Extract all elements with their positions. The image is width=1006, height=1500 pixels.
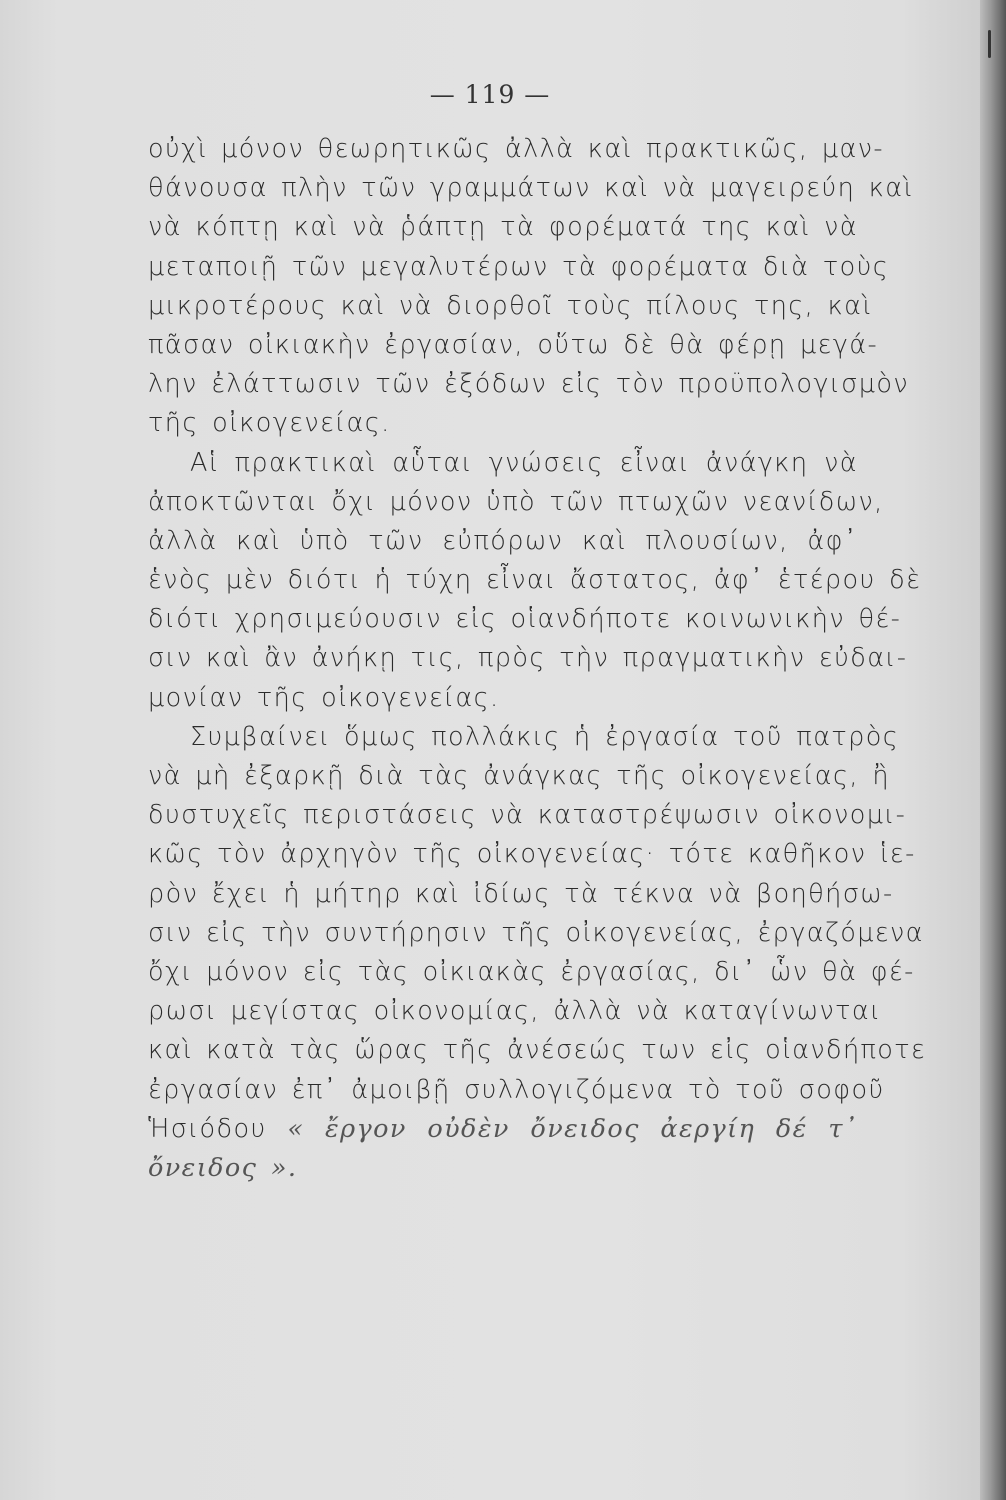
body-text <box>148 130 927 1188</box>
text-line: μονίαν τῆς οἰκογενείας. <box>148 682 500 713</box>
text-line: ἐργασίαν ἐπ᾽ ἀμοιβῇ συλλογιζόμενα τὸ τοῦ σοφοῦ <box>148 1074 885 1105</box>
text-line: πᾶσαν οἰκιακὴν ἐργασίαν, οὕτω δὲ θὰ φέρῃ μεγά- <box>148 329 879 360</box>
text-line: νὰ μὴ ἐξαρκῇ διὰ τὰς ἀνάγκας τῆς οἰκογενείας, ἢ <box>148 761 890 791</box>
text-line-quote <box>148 1110 858 1149</box>
page-number: — 119 — <box>429 80 551 109</box>
text-line: ρωσι μεγίστας οἰκονομίας, ἀλλὰ νὰ καταγίνωνται <box>148 996 882 1027</box>
quote-text: ἔργον οὐδὲν ὄνειδος ἀεργίη δέ τ᾽ <box>325 1113 858 1144</box>
text-line: ἀλλὰ καὶ ὑπὸ τῶν εὐπόρων καὶ πλουσίων, ἀφ᾽ <box>148 525 858 556</box>
text-line: οὐχὶ μόνον θεωρητικῶς ἀλλὰ καὶ πρακτικῶς, μαν- <box>148 134 884 164</box>
text-line: διότι χρησιμεύουσιν εἰς οἱανδήποτε κοινωνικὴν θέ- <box>148 604 902 635</box>
edge-mark <box>988 30 991 58</box>
quote-author: Ἡσιόδου <box>148 1113 267 1144</box>
text-line: ἀποκτῶνται ὄχι μόνον ὑπὸ τῶν πτωχῶν νεανίδων, <box>148 486 884 517</box>
quote-open-mark: « <box>287 1113 305 1144</box>
text-line: σιν εἰς τὴν συντήρησιν τῆς οἰκογενείας, ἐργαζόμενα <box>148 917 924 948</box>
text-line: σιν καὶ ἂν ἀνήκῃ τις, πρὸς τὴν πραγματικὴν εὐδαι- <box>148 643 908 674</box>
text-line: καὶ κατὰ τὰς ὥρας τῆς ἀνέσεώς των εἰς οἱανδήποτε <box>148 1035 927 1066</box>
text-line: δυστυχεῖς περιστάσεις νὰ καταστρέψωσιν οἰκονομι- <box>148 800 907 831</box>
text-line: θάνουσα πλὴν τῶν γραμμάτων καὶ νὰ μαγειρεύη καὶ <box>148 173 914 204</box>
text-line: μικροτέρους καὶ νὰ διορθοῖ τοὺς πίλους της, καὶ <box>148 290 873 321</box>
text-line: τῆς οἰκογενείας. <box>148 408 391 439</box>
text-line-final <box>148 1149 858 1188</box>
text-line: λην ἐλάττωσιν τῶν ἐξόδων εἰς τὸν προϋπολογισμὸν <box>148 369 910 400</box>
page-edge-shadow <box>980 0 1006 1500</box>
text-line: Συμβαίνει ὅμως πολλάκις ἡ ἐργασία τοῦ πατρὸς <box>190 721 900 752</box>
text-line: ρὸν ἔχει ἡ μήτηρ καὶ ἰδίως τὰ τέκνα νὰ βοηθήσω- <box>148 878 894 909</box>
text-line: νὰ κόπτῃ καὶ νὰ ῥάπτῃ τὰ φορέματά της καὶ νὰ <box>148 212 858 243</box>
text-line: μεταποιῇ τῶν μεγαλυτέρων τὰ φορέματα διὰ τοὺς <box>148 251 890 282</box>
text-line: κῶς τὸν ἀρχηγὸν τῆς οἰκογενείας· τότε καθῆκον ἱε- <box>148 839 916 870</box>
quote-close-mark: ». <box>270 1152 298 1183</box>
text-line: ἑνὸς μὲν διότι ἡ τύχη εἶναι ἄστατος, ἀφ᾽ ἑτέρου δὲ <box>148 565 922 596</box>
quote-text-end: ὄνειδος <box>148 1152 258 1183</box>
text-line: ὄχι μόνον εἰς τὰς οἰκιακὰς ἐργασίας, δι᾽ ὧν θὰ φέ- <box>148 956 915 987</box>
text-line: Αἱ πρακτικαὶ αὗται γνώσεις εἶναι ἀνάγκη νὰ <box>190 447 858 478</box>
